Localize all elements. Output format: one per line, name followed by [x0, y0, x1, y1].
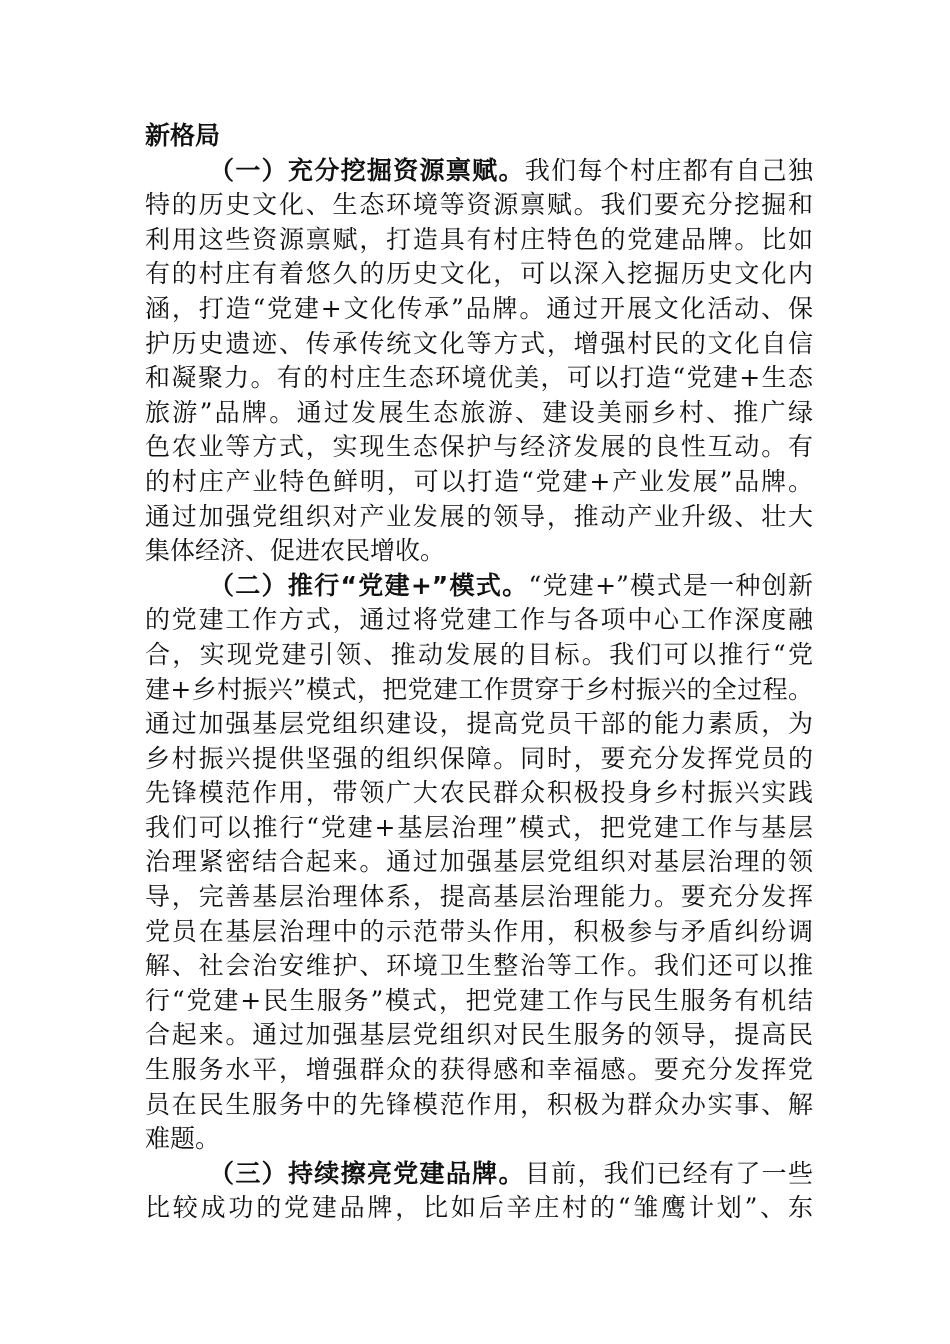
paragraph-2-line-16: 员在民生服务中的先锋模范作用，积极为群众办实事、解 [145, 1089, 813, 1119]
paragraph-1-line-6: 护历史遗迹、传承传统文化等方式，增强村民的文化自信 [145, 328, 813, 358]
paragraph-1-line-2: 特的历史文化、生态环境等资源禀赋。我们要充分挖掘和 [145, 190, 813, 220]
paragraph-2-line-3: 合，实现党建引领、推动发展的目标。我们可以推行“党 [145, 639, 813, 669]
paragraph-2-line-14: 合起来。通过加强基层党组织对民生服务的领导，提高民 [145, 1020, 813, 1050]
paragraph-2-line-12: 解、社会治安维护、环境卫生整治等工作。我们还可以推 [145, 951, 813, 981]
paragraph-1-lead: （一）充分挖掘资源禀赋。 [209, 155, 525, 185]
paragraph-2-line-4: 建+乡村振兴”模式，把党建工作贯穿于乡村振兴的全过程。 [145, 674, 813, 704]
paragraph-1-line-10: 的村庄产业特色鲜明，可以打造“党建+产业发展”品牌。 [145, 466, 813, 496]
paragraph-2-line-10: 导，完善基层治理体系，提高基层治理能力。要充分发挥 [145, 882, 813, 912]
paragraph-1-line-4: 有的村庄有着悠久的历史文化，可以深入挖掘历史文化内 [145, 259, 813, 289]
paragraph-2-line-13: 行“党建+民生服务”模式，把党建工作与民生服务有机结 [145, 985, 813, 1015]
document-body [145, 119, 813, 1226]
paragraph-2-line-1: “党建+”模式是一种创新 [528, 570, 813, 600]
paragraph-1-line-5: 涵，打造“党建+文化传承”品牌。通过开展文化活动、保 [145, 293, 813, 323]
paragraph-1-line-8: 旅游”品牌。通过发展生态旅游、建设美丽乡村、推广绿 [145, 397, 813, 427]
paragraph-3-line-1: 目前，我们已经有了一些 [524, 1158, 813, 1188]
paragraph-2-line-2: 的党建工作方式，通过将党建工作与各项中心工作深度融 [145, 605, 813, 635]
paragraph-2-line-7: 先锋模范作用，带领广大农民群众积极投身乡村振兴实践 [145, 778, 813, 808]
paragraph-2-line-17: 难题。 [145, 1124, 221, 1154]
paragraph-2-line-15: 生服务水平，增强群众的获得感和幸福感。要充分发挥党 [145, 1055, 813, 1085]
paragraph-2-line-5: 通过加强基层党组织建设，提高党员干部的能力素质，为 [145, 709, 813, 739]
paragraph-1-first-line [145, 154, 813, 189]
paragraph-3-line-2: 比较成功的党建品牌，比如后辛庄村的“雏鹰计划”、东 [145, 1193, 813, 1223]
paragraph-2-line-9: 治理紧密结合起来。通过加强基层党组织对基层治理的领 [145, 847, 813, 877]
paragraph-2-lead: （二）推行“党建+”模式。 [209, 570, 529, 600]
paragraph-1-line-7: 和凝聚力。有的村庄生态环境优美，可以打造“党建+生态 [145, 363, 813, 393]
paragraph-2-line-11: 党员在基层治理中的示范带头作用，积极参与矛盾纠纷调 [145, 916, 813, 946]
paragraph-1-line-9: 色农业等方式，实现生态保护与经济发展的良性互动。有 [145, 432, 813, 462]
paragraph-1-line-1: 我们每个村庄都有自己独 [524, 155, 813, 185]
paragraph-1-line-11: 通过加强党组织对产业发展的领导，推动产业升级、壮大 [145, 501, 813, 531]
paragraph-2-line-6: 乡村振兴提供坚强的组织保障。同时，要充分发挥党员的 [145, 743, 813, 773]
paragraph-3-first-line [145, 1157, 813, 1192]
paragraph-1-line-12: 集体经济、促进农民增收。 [145, 536, 446, 566]
paragraph-1-line-3: 利用这些资源禀赋，打造具有村庄特色的党建品牌。比如 [145, 224, 813, 254]
paragraph-3-lead: （三）持续擦亮党建品牌。 [209, 1158, 525, 1188]
paragraph-2-first-line [145, 569, 813, 604]
paragraph-2-line-8: 我们可以推行“党建+基层治理”模式，把党建工作与基层 [145, 812, 813, 842]
section-title: 新格局 [145, 121, 221, 150]
